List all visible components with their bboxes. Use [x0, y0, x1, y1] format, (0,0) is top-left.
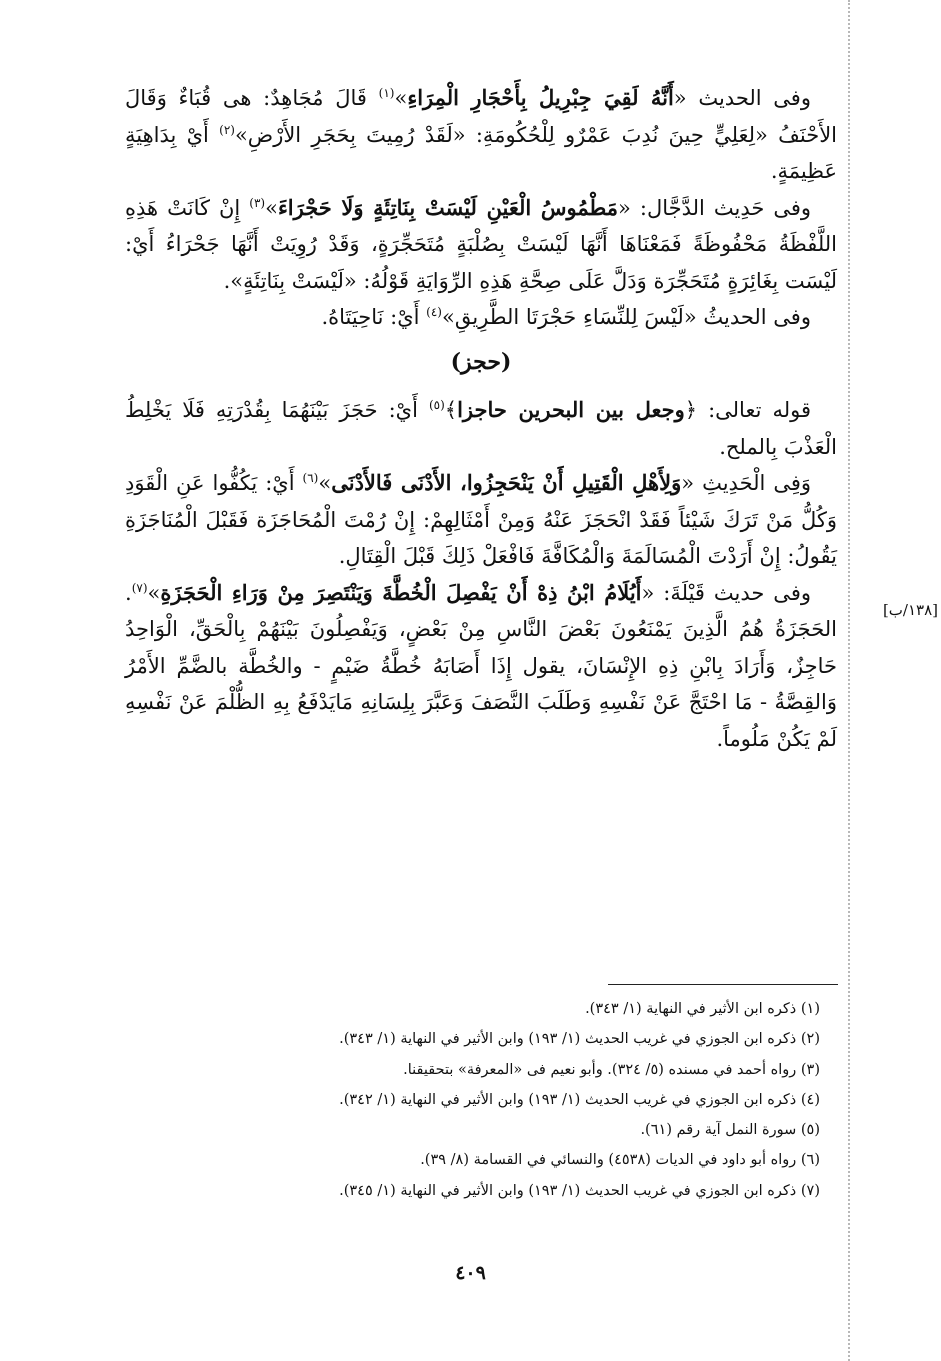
- page-number: ٤٠٩: [455, 1262, 486, 1284]
- text-run: وفى الحديثُ «لَيْسَ لِلنِّسَاءِ حَجْرَتَا الطَّرِيقِ»: [441, 305, 811, 329]
- paragraph: [125, 465, 837, 575]
- quoted-text: مَطْمُوسُ الْعَيْنِ لَيْسَتْ بِنَاتِئَةٍ وَلَا حَجْرَاءَ: [277, 194, 619, 220]
- quoted-text: (حجز): [450, 348, 512, 375]
- paragraph: [125, 80, 837, 190]
- footnote: (٤) ذكره ابن الجوزي في غريب الحديث (١/ ١٩٣) وابن الأثير في النهاية (١/ ٣٤٢).: [339, 1091, 820, 1108]
- text-run: أَيْ: يَكُفُّوا عَنِ الْقَوَدِ وَكُلُّ مَنْ تَرَكَ شَيْئاً فَقَدْ انْحَجَزَ عَنْهُ وَمِنْ أَمْثَالِهِمْ: إِنْ رُمْتَ الْمُحَاجَزَة فَقَبْلَ الْمُنَاجَزَةِ يَقُولُ: إِنْ أَرَدْتَ الْمُسَالَمَةَ وَالْمُكَافَّةَ فَافْعَلْ ذَلِكَ قَبْلَ الْقِتَالِ.: [125, 471, 837, 568]
- footnote-marker: (٤): [426, 305, 442, 319]
- footnotes: [160, 994, 820, 1206]
- footnote-marker: (٣): [249, 195, 266, 210]
- quoted-text: أَيُلَامُ ابْنُ ذِهْ أَنْ يَفْصِلَ الْخُطَّةَ وَيَنْتَصِرَ مِنْ وَرَاءِ الْحَجَزَةِ: [160, 579, 642, 605]
- footnote: (٢) ذكره ابن الجوزي في غريب الحديث (١/ ١٩٣) وابن الأثير في النهاية (١/ ٣٤٣).: [339, 1031, 820, 1048]
- text-run: وفى الحديث «: [673, 86, 811, 110]
- text-run: أَيْ: حَجَزَ بَيْنَهُمَا بِقُدْرَتِهِ فَلَا يَخْلِطُ الْعَذْبَ بِالملح.: [125, 398, 837, 459]
- footnote-marker: (٥): [428, 398, 445, 412]
- footnote: (٣) رواه أحمد في مسنده (٥/ ٣٢٤). وأبو نعيم فى «المعرفة» بتحقيقنا.: [403, 1061, 820, 1078]
- text-run: »: [318, 471, 332, 495]
- text-run: وَفِى الْحَدِيثِ «: [681, 471, 811, 495]
- text-run: إِنْ كَانَتْ هَذِهِ اللَّفْظَةُ مَحْفُوظَةً فَمَعْنَاهَا أَنَّهَا لَيْسَتْ بِصُلْبَةٍ مُتَحَجِّرَةٍ، وَقَدْ رُوِيَتْ أَنَّهَا جَحْرَاءُ أَيْ: لَيْسَت بِغَائِرَةٍ مُتَحَجِّرَة وَدَلَّ عَلَى صِحَّةِ هَذِهِ الرِّوَايَةِ قَوْلُهُ: «لَيْسَتْ بِنَاتِئَةٍ».: [125, 195, 837, 293]
- text-run: قوله تعالى: ﴿: [684, 398, 811, 422]
- footnote-separator: [608, 984, 838, 985]
- footnote: (٥) سورة النمل آية رقم (٦١).: [640, 1122, 820, 1139]
- paragraph: [125, 299, 837, 336]
- main-text: [125, 80, 837, 757]
- quoted-text: أَنَّهُ لَقِيَ جِبْرِيلُ بِأَحْجَارِ الْمِرَاءِ: [407, 85, 674, 110]
- text-run: »: [265, 195, 278, 220]
- text-run: وفى حَدِيث الدَّجَّال: «: [618, 195, 812, 220]
- scan-edge-line: [848, 0, 850, 1361]
- paragraph: [125, 190, 837, 300]
- footnote: (٧) ذكره ابن الجوزي في غريب الحديث (١/ ١٩٣) وابن الأثير في النهاية (١/ ٣٤٥).: [339, 1182, 820, 1199]
- quoted-text: وَلِأَهْلِ الْقَتِيلِ أَنْ يَنْحَجِزُوا، الأَدْنَى فَالأَدْنَى: [331, 470, 682, 495]
- section-heading: [125, 344, 837, 381]
- margin-folio-reference: [١٣٨/ب]: [882, 601, 938, 619]
- footnote: (٦) رواه أبو داود في الديات (٤٥٣٨) والنسائي في القسامة (٨/ ٣٩).: [420, 1152, 820, 1169]
- paragraph: [125, 392, 837, 465]
- footnote-marker: (٢): [219, 122, 235, 137]
- text-run: أَيْ: نَاحِيَتَاهُ.: [321, 305, 427, 329]
- text-run: . الحَجَزَةُ هُمُ الَّذِينَ يَمْنَعُونَ بَعْضَ النَّاسِ مِنْ بَعْضٍ، وَيَفْصِلُونَ بَيْنَهُمْ بِالْحَقِّ، الْوَاحِدُ حَاجِزٌ، وَأَرَادَ بِابْنِ ذِهِ الإِنْسَانَ، يقول إِذَا أَصَابَهُ خُطَّةُ ضَيْمٍ - والخُطَّة بالضَّمِّ الأَمْرُ وَالقِصَّةُ - مَا احْتَجَّ عَنْ نَفْسِهِ وَطَلَبَ النَّصَفَ وَعَبَّرَ بِلِسَانِهِ مَايَدْفَعُ بِهِ الظُّلْمَ عَنْ نَفْسِهِ لَمْ يَكُنْ مَلُوماً.: [125, 580, 837, 751]
- text-run: »: [147, 580, 161, 605]
- quoted-text: وجعل بين البحرين حاجزا: [457, 397, 685, 422]
- footnote: (١) ذكره ابن الأثير في النهاية (١/ ٣٤٣).: [585, 1001, 820, 1017]
- footnote-marker: (٦): [302, 471, 319, 485]
- text-run: قَالَ مُجَاهِدٌ: هى قُبَاءٌ وَقَالَ الأَحْنَفُ «لِعَلِيٍّ حِينَ نُدِبَ عَمْرٌو لِلْحُكُومَةِ: «لَقَدْ رُمِيتَ بِحَجَرِ الأَرْضِ»: [125, 86, 838, 147]
- text-run: ﴾: [444, 398, 458, 422]
- footnote-marker: (٧): [131, 580, 148, 595]
- footnote-marker: (١): [378, 86, 395, 100]
- text-run: وفى حديث قَيْلَةَ: «: [641, 580, 811, 605]
- text-run: »: [394, 86, 408, 110]
- text-run: أَيْ بِدَاهِيَةٍ عَظِيمَةٍ.: [125, 122, 837, 183]
- paragraph: [125, 575, 837, 758]
